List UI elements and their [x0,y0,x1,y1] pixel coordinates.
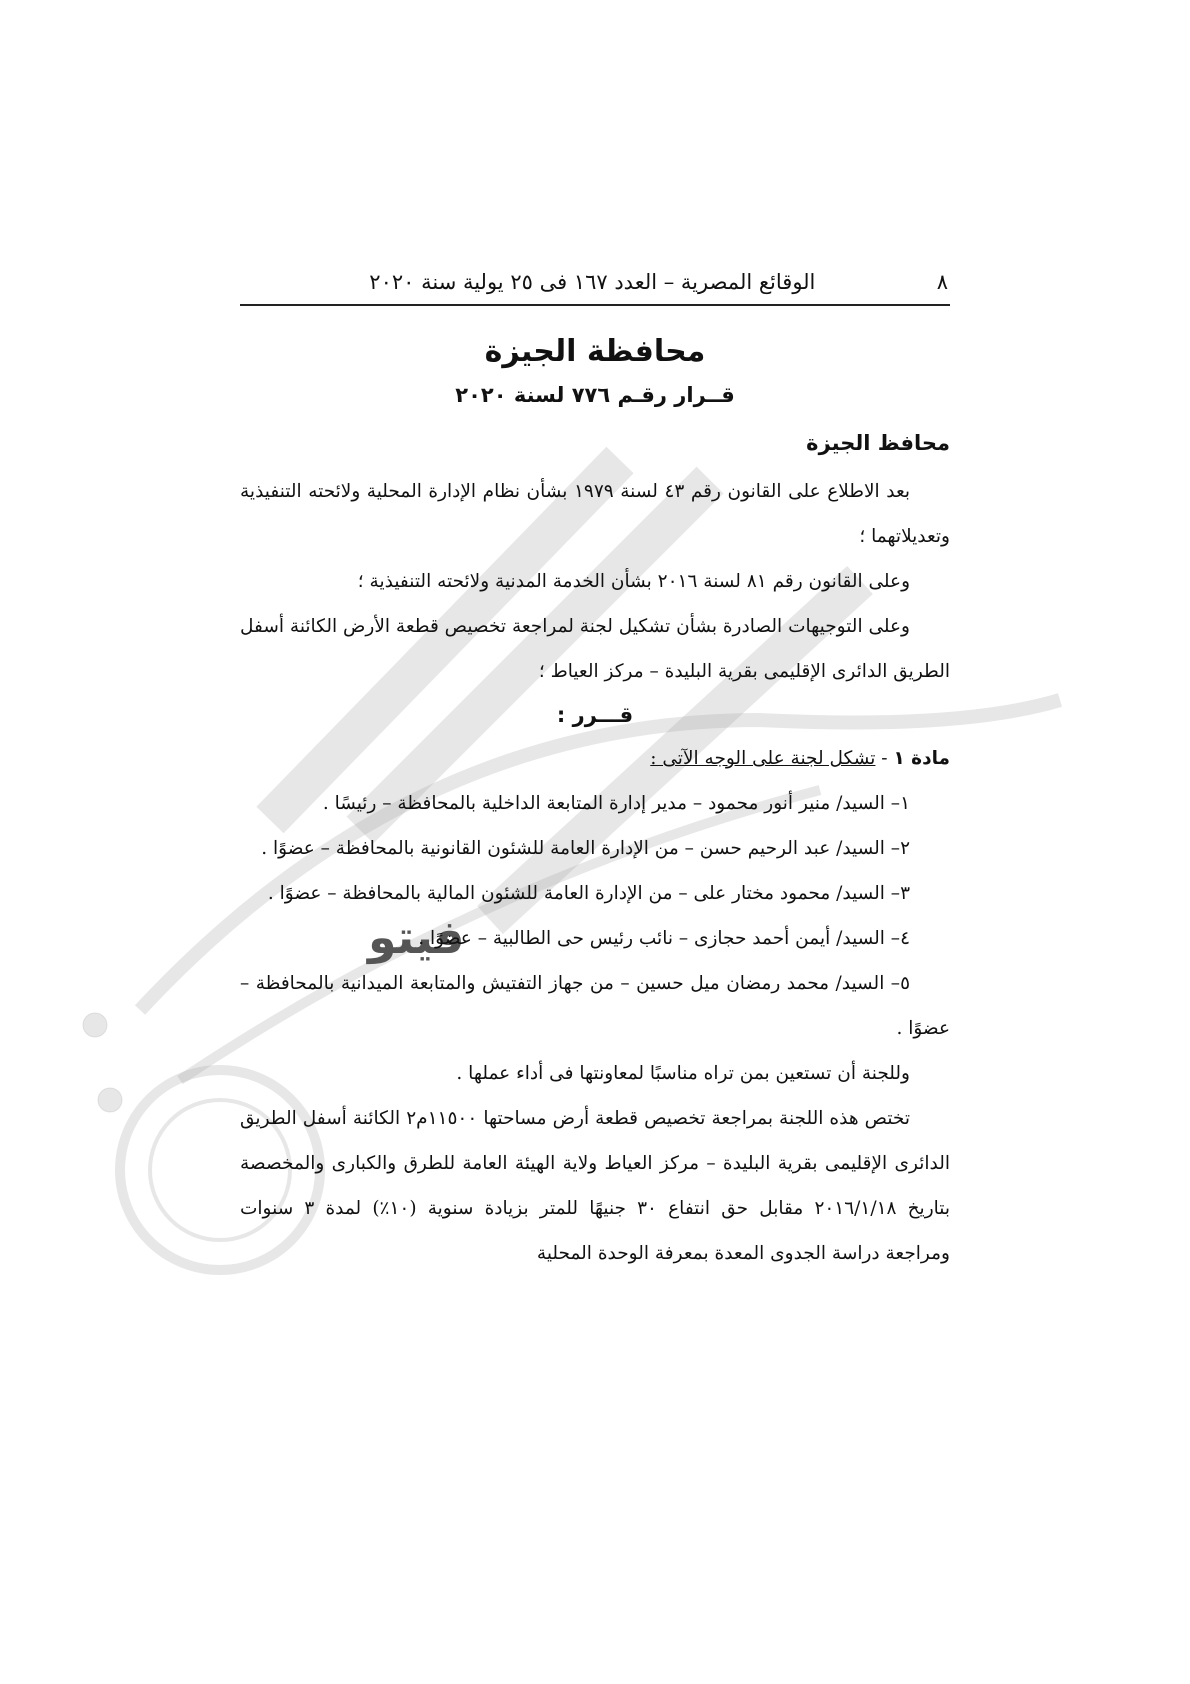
running-header [240,270,950,306]
member-item: ٣– السيد/ محمود مختار على – من الإدارة العامة للشئون المالية بالمحافظة – عضوًا . [267,883,910,904]
document-page [240,270,950,1276]
publication-header: الوقائع المصرية – العدد ١٦٧ فى ٢٥ يولية سنة ٢٠٢٠ [369,270,816,294]
preamble-paragraph: وعلى التوجيهات الصادرة بشأن تشكيل لجنة لمراجعة تخصيص قطعة الأرض الكائنة أسفل الطريق الدائرى الإقليمى بقرية البليدة – مركز العياط ؛ [240,616,950,682]
article-label: مادة ١ [893,748,950,769]
preamble-paragraph: وعلى القانون رقم ٨١ لسنة ٢٠١٦ بشأن الخدمة المدنية ولائحته التنفيذية ؛ [357,571,910,592]
preamble-paragraph: بعد الاطلاع على القانون رقم ٤٣ لسنة ١٩٧٩ بشأن نظام الإدارة المحلية ولائحته التنفيذية وتعديلاتهما ؛ [240,481,950,547]
assistance-paragraph: وللجنة أن تستعين بمن تراه مناسبًا لمعاونتها فى أداء عملها . [456,1063,910,1084]
member-item: ٤– السيد/ أيمن أحمد حجازى – نائب رئيس حى الطالبية – عضوًا . [418,928,910,949]
decided-heading: قـــرر : [556,703,634,727]
article-1: مادة ١ - تشكل لجنة على الوجه الآتى : [650,748,950,769]
member-item: ٥– السيد/ محمد رمضان ميل حسين – من جهاز التفتيش والمتابعة الميدانية بالمحافظة – عضوًا . [240,973,950,1039]
member-item: ٢– السيد/ عبد الرحيم حسن – من الإدارة العامة للشئون القانونية بالمحافظة – عضوًا . [261,838,910,859]
issuer: محافظ الجيزة [806,431,950,455]
article-text: تشكل لجنة على الوجه الآتى : [650,748,876,769]
overlay-logo: فيتو [368,910,465,964]
mandate-paragraph: تختص هذه اللجنة بمراجعة تخصيص قطعة أرض مساحتها ١١٥٠٠م٢ الكائنة أسفل الطريق الدائرى الإقليمى بقرية البليدة – مركز العياط ولاية الهيئة العامة للطرق والكبارى والمخصصة بتاريخ ٢٠١٦/١/١٨ مقابل حق انتفاع ٣٠ جنيهًا للمتر بزيادة سنوية (١٠٪) لمدة ٣ سنوات ومراجعة دراسة الجدوى المعدة بمعرفة الوحدة المحلية [240,1108,951,1264]
decree-title: قــرار رقـم ٧٧٦ لسنة ٢٠٢٠ [455,383,735,407]
page-number: ٨ [936,270,948,294]
governorate-title: محافظة الجيزة [484,334,706,369]
member-item: ١– السيد/ منير أنور محمود – مدير إدارة المتابعة الداخلية بالمحافظة – رئيسًا . [322,793,910,814]
